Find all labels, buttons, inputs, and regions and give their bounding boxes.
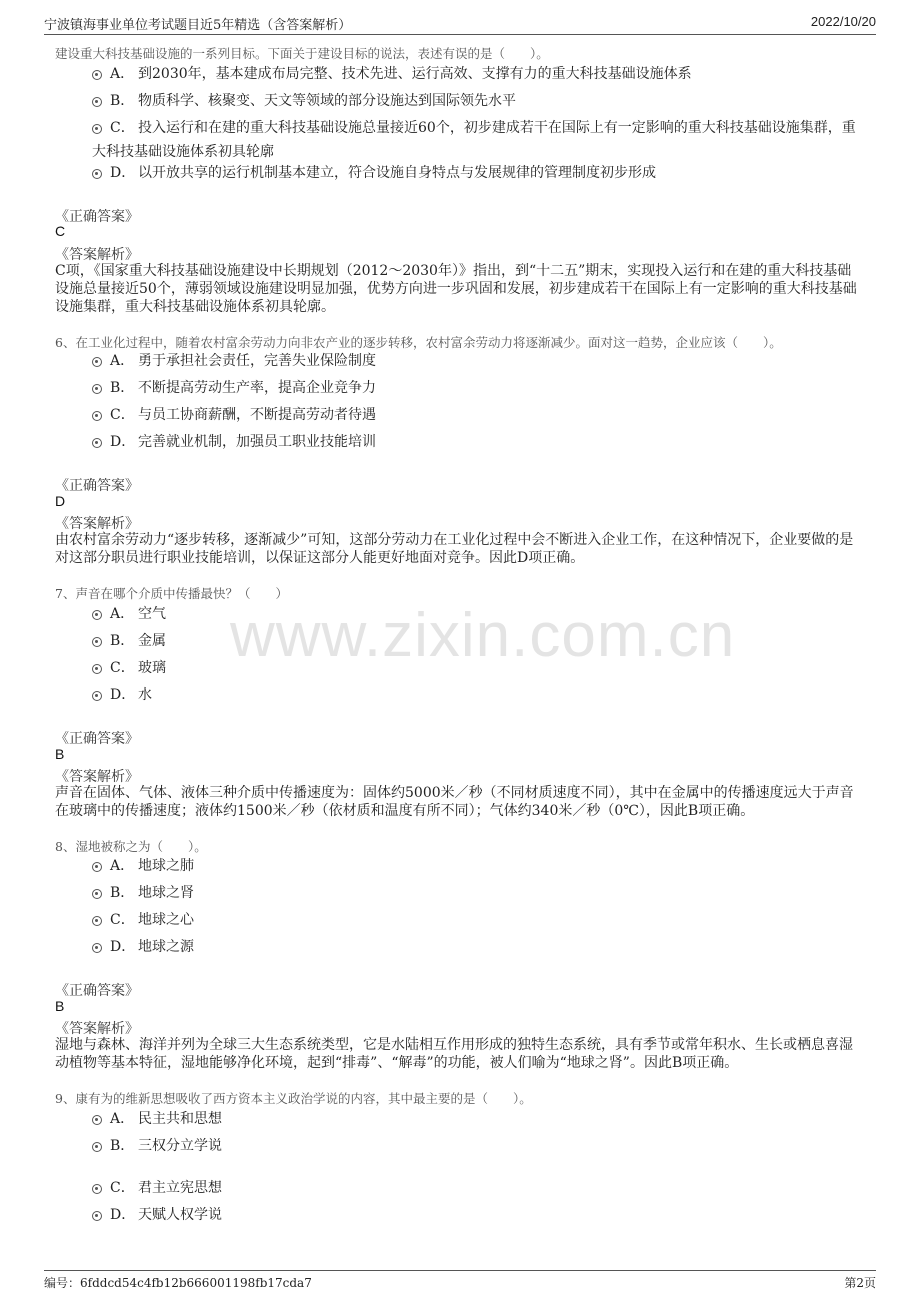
question-stem: 6、在工业化过程中，随着农村富余劳动力向非农产业的逐步转移，农村富余劳动力将逐渐减少。面对这一趋势，企业应该（ ）。 [55,335,782,350]
analysis-label: 《答案解析》 [55,1021,139,1037]
page-footer [44,1270,876,1291]
radio-icon[interactable] [92,124,102,134]
analysis-text: 湿地与森林、海洋并列为全球三大生态系统类型，它是水陆相互作用形成的独特生态系统，具有季节或常年积水、生长或栖息喜湿动植物等基本特征，湿地能够净化环境，起到“排毒”、“解毒”的功能，被人们喻为“地球之肾”。因此B项正确。 [55,1037,853,1071]
radio-icon[interactable] [92,70,102,80]
option-c[interactable]: C． 地球之心 [92,908,864,932]
question-stem: 9、康有为的维新思想吸收了西方资本主义政治学说的内容，其中最主要的是（ ）。 [55,1091,532,1106]
option-b[interactable]: B． 地球之肾 [92,881,864,905]
option-c[interactable]: C． 投入运行和在建的重大科技基础设施总量接近60个，初步建成若干在国际上有一定影响的重大科技基础设施集群，重大科技基础设施体系初具轮廓 [92,120,856,160]
question-stem: 7、声音在哪个介质中传播最快？（ ） [55,586,288,601]
option-b[interactable]: B． 不断提高劳动生产率，提高企业竞争力 [92,376,864,400]
radio-icon[interactable] [92,384,102,394]
radio-icon[interactable] [92,438,102,448]
radio-icon[interactable] [92,1142,102,1152]
option-d[interactable]: D． 以开放共享的运行机制基本建立，符合设施自身特点与发展规律的管理制度初步形成 [92,161,864,185]
analysis-text: 由农村富余劳动力“逐步转移，逐渐减少”可知，这部分劳动力在工业化过程中会不断进入企业工作，在这种情况下，企业要做的是对这部分职员进行职业技能培训，以保证这部分人能更好地面对竞争。因此D项正确。 [55,532,854,566]
option-c[interactable]: C． 玻璃 [92,656,864,680]
radio-icon[interactable] [92,691,102,701]
radio-icon[interactable] [92,664,102,674]
correct-answer-label: 《正确答案》 [55,478,139,494]
option-a[interactable]: A． 地球之肺 [92,854,864,878]
radio-icon[interactable] [92,610,102,620]
option-d[interactable]: D． 天赋人权学说 [92,1203,864,1227]
radio-icon[interactable] [92,862,102,872]
radio-icon[interactable] [92,1184,102,1194]
document-code: 编号：6fddcd54c4fb12b666001198fb17cda7 [44,1276,312,1290]
radio-icon[interactable] [92,411,102,421]
watermark: www.zixin.com.cn [230,601,736,670]
correct-answer-label: 《正确答案》 [55,983,139,999]
radio-icon[interactable] [92,97,102,107]
analysis-label: 《答案解析》 [55,247,139,263]
document-date: 2022/10/20 [810,14,876,29]
option-d[interactable]: D． 水 [92,683,864,707]
option-b[interactable]: B． 物质科学、核聚变、天文等领域的部分设施达到国际领先水平 [92,89,864,113]
question-stem: 建设重大科技基础设施的一系列目标。下面关于建设目标的说法，表述有误的是（ ）。 [55,46,549,61]
analysis-label: 《答案解析》 [55,516,139,532]
option-c[interactable]: C． 君主立宪思想 [92,1176,864,1200]
option-a[interactable]: A． 勇于承担社会责任，完善失业保险制度 [92,349,864,373]
option-c[interactable]: C． 与员工协商薪酬，不断提高劳动者待遇 [92,403,864,427]
question-stem: 8、湿地被称之为（ ）。 [55,839,207,854]
option-a[interactable]: A． 到2030年，基本建成布局完整、技术先进、运行高效、支撑有力的重大科技基础设施体系 [92,62,864,86]
option-d[interactable]: D． 完善就业机制，加强员工职业技能培训 [92,430,864,454]
radio-icon[interactable] [92,169,102,179]
option-d[interactable]: D． 地球之源 [92,935,864,959]
correct-answer: B [55,998,65,1014]
correct-answer-label: 《正确答案》 [55,209,139,225]
option-b[interactable]: B． 金属 [92,629,864,653]
correct-answer: B [55,746,65,762]
option-a[interactable]: A． 空气 [92,602,864,626]
analysis-text: 声音在固体、气体、液体三种介质中传播速度为：固体约5000米／秒（不同材质速度不同），其中在金属中的传播速度远大于声音在玻璃中的传播速度；液体约1500米／秒（依材质和温度有所不同）；气体约340米／秒（0℃），因此B项正确。 [55,785,854,819]
radio-icon[interactable] [92,357,102,367]
page-number: 第2页 [844,1276,876,1290]
analysis-label: 《答案解析》 [55,769,139,785]
correct-answer-label: 《正确答案》 [55,731,139,747]
correct-answer: C [55,223,66,239]
radio-icon[interactable] [92,889,102,899]
option-b[interactable]: B． 三权分立学说 [92,1134,864,1158]
page-header [44,12,876,35]
option-a[interactable]: A． 民主共和思想 [92,1107,864,1131]
radio-icon[interactable] [92,916,102,926]
radio-icon[interactable] [92,637,102,647]
radio-icon[interactable] [92,1115,102,1125]
document-title: 宁波镇海事业单位考试题目近5年精选（含答案解析） [44,18,352,33]
correct-answer: D [55,493,66,509]
radio-icon[interactable] [92,943,102,953]
radio-icon[interactable] [92,1211,102,1221]
analysis-text: C项，《国家重大科技基础设施建设中长期规划（2012～2030年）》指出，到“十二五”期末，实现投入运行和在建的重大科技基础设施总量接近50个，薄弱领域设施建设明显加强，优势方向进一步巩固和发展，初步建成若干在国际上有一定影响的重大科技基础设施集群，重大科技基础设施体系初具轮廓。 [55,263,857,315]
